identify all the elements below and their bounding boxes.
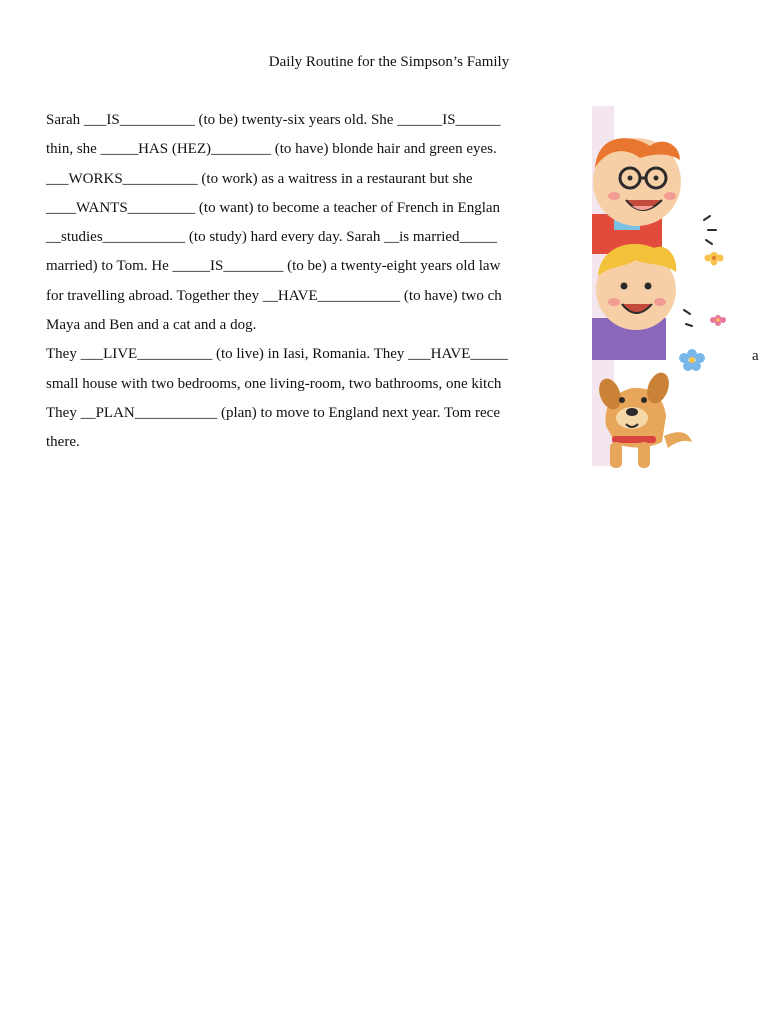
cartoon-family-icon: [592, 96, 742, 476]
worksheet-line: They ___LIVE__________ (to live) in Iasi, Romania. They ___HAVE_____: [46, 346, 508, 363]
worksheet-line: They __PLAN___________ (plan) to move to England next year. Tom rece: [46, 404, 500, 421]
worksheet-line: for travelling abroad. Together they __HAVE___________ (to have) two ch: [46, 287, 502, 304]
page-title: Daily Routine for the Simpson’s Family: [268, 54, 510, 70]
adult-cheek: [608, 192, 620, 200]
worksheet-line: married) to Tom. He _____IS________ (to be) a twenty-eight years old law: [46, 258, 501, 275]
worksheet-line: Maya and Ben and a cat and a dog.: [46, 317, 257, 334]
worksheet-line: __studies___________ (to study) hard every day. Sarah __is married_____: [46, 229, 498, 246]
worksheet-line: ____WANTS_________ (to want) to become a teacher of French in Englan: [46, 199, 501, 216]
worksheet-line: Sarah ___IS__________ (to be) twenty-six years old. She ______IS______: [46, 112, 501, 128]
worksheet-line: ___WORKS__________ (to work) as a waitress in a restaurant but she: [46, 170, 473, 187]
illustration-cartoon-family: [592, 96, 742, 476]
worksheet-line: there.: [46, 434, 80, 451]
adult-cheek: [664, 192, 676, 200]
worksheet-line: thin, she _____HAS (HEZ)________ (to have) blonde hair and green eyes.: [46, 141, 497, 158]
cut-off-text-fragment: a: [752, 348, 759, 364]
worksheet-line: small house with two bedrooms, one living-room, two bathrooms, one kitch: [46, 375, 502, 392]
